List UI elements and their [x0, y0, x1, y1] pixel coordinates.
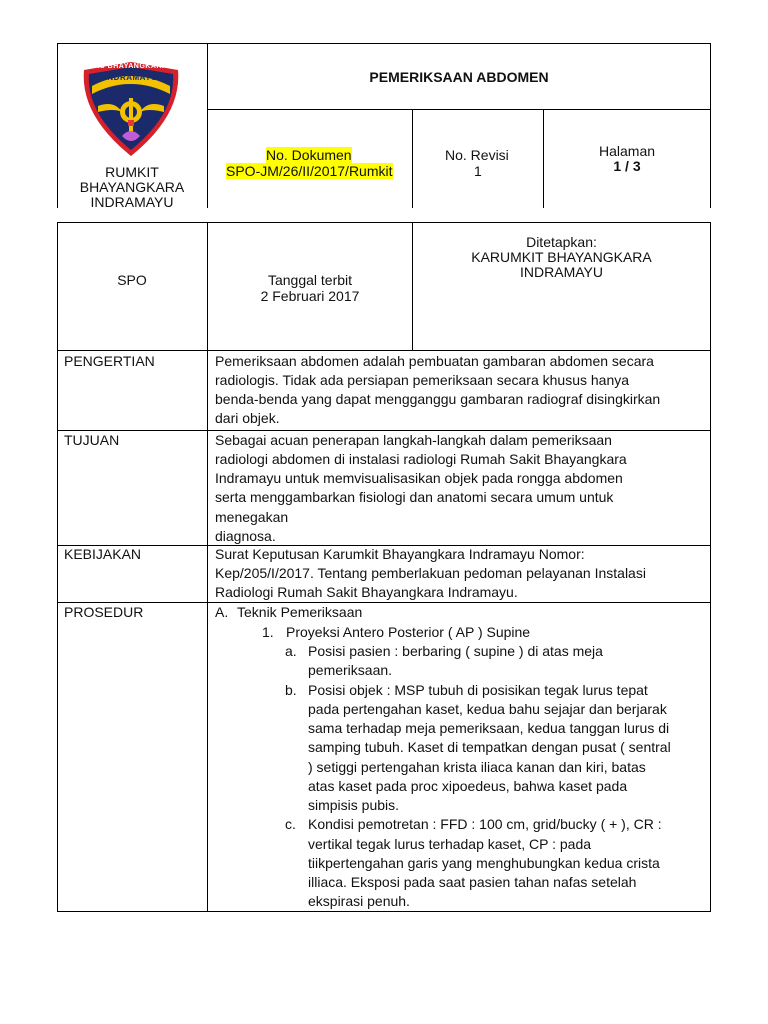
tujuan-line: Indramayu untuk memvisualisasikan objek pada rongga abdomen — [215, 470, 623, 486]
prosedur-item-marker: b. — [285, 682, 297, 698]
hospital-name-line-1: RUMKIT — [105, 164, 159, 180]
header-doc-divider — [412, 109, 413, 208]
prosedur-item-line: pada pertengahan kaset, kedua bahu sejajar dan berjarak — [308, 701, 667, 717]
kebijakan-label: KEBIJAKAN — [64, 546, 142, 562]
prosedur-item-line: Posisi pasien : berbaring ( supine ) di atas meja — [308, 643, 603, 659]
prosedur-item-line: simpisis pubis. — [308, 797, 400, 813]
tujuan-line: menegakan — [215, 509, 289, 525]
revision-label: No. Revisi — [445, 147, 509, 163]
main-col-divider — [207, 222, 208, 912]
kebijakan-line: Surat Keputusan Karumkit Bhayangkara Indramayu Nomor: — [215, 546, 585, 562]
row-divider-meta — [57, 350, 711, 351]
tujuan-line: serta menggambarkan fisiologi dan anatomi secara umum untuk — [215, 489, 614, 505]
pengertian-line: benda-benda yang dapat mengganggu gambaran radiograf disingkirkan — [215, 391, 661, 407]
prosedur-item-line: Kondisi pemotretan : FFD : 100 cm, grid/bucky ( + ), CR : — [308, 816, 662, 832]
prosedur-item-line: illiaca. Eksposi pada saat pasien tahan nafas setelah — [308, 874, 637, 890]
doc-number: SPO-JM/26/II/2017/Rumkit — [226, 163, 393, 179]
prosedur-item-line: samping tubuh. Kaset di tempatkan dengan pusat ( sentral — [308, 739, 671, 755]
approval-label: Ditetapkan: — [526, 234, 597, 250]
tujuan-line: radiologi abdomen di instalasi radiologi Rumah Sakit Bhayangkara — [215, 451, 627, 467]
hospital-name-line-2: BHAYANGKARA — [79, 179, 185, 195]
page-title: PEMERIKSAAN ABDOMEN — [369, 69, 549, 85]
header-title-divider — [207, 109, 711, 110]
logo-text-top: RS BHAYANGKARA — [94, 63, 168, 70]
prosedur-a-marker: A. — [215, 604, 229, 620]
tujuan-line: Sebagai acuan penerapan langkah-langkah dalam pemeriksaan — [215, 432, 612, 448]
prosedur-n1-title: Proyeksi Antero Posterior ( AP ) Supine — [286, 624, 531, 640]
main-border-top — [57, 222, 711, 223]
prosedur-item-line: atas kaset pada proc xipoedeus, bahwa kaset pada — [308, 778, 628, 794]
header-border-top — [57, 43, 711, 44]
pengertian-line: dari objek. — [215, 410, 280, 426]
prosedur-item-line: vertikal tegak lurus terhadap kaset, CP : pada — [308, 836, 592, 852]
prosedur-n1-marker: 1. — [262, 624, 274, 640]
kebijakan-line: Radiologi Rumah Sakit Bhayangkara Indramayu. — [215, 584, 518, 600]
main-border-right — [710, 222, 711, 912]
prosedur-item-marker: c. — [285, 816, 296, 832]
prosedur-a-title: Teknik Pemeriksaan — [237, 604, 363, 620]
prosedur-item-line: pemeriksaan. — [308, 662, 393, 678]
page-label: Halaman — [598, 143, 656, 159]
tujuan-label: TUJUAN — [64, 432, 120, 448]
revision-value: 1 — [474, 163, 482, 179]
publish-date-label: Tanggal terbit — [267, 272, 353, 288]
approval-line-1: KARUMKIT BHAYANGKARA — [471, 249, 652, 265]
pengertian-line: Pemeriksaan abdomen adalah pembuatan gambaran abdomen secara — [215, 353, 654, 369]
pengertian-label: PENGERTIAN — [64, 353, 155, 369]
doc-label: No. Dokumen — [266, 147, 352, 163]
approval-line-2: INDRAMAYU — [520, 264, 603, 280]
publish-date-value: 2 Februari 2017 — [260, 288, 360, 304]
hospital-name-line-3: INDRAMAYU — [90, 194, 174, 210]
page-value: 1 / 3 — [613, 158, 641, 174]
spo-label: SPO — [117, 272, 147, 288]
pengertian-line: radiologis. Tidak ada persiapan pemeriksaan secara khusus hanya — [215, 372, 630, 388]
header-border-right — [710, 43, 711, 208]
prosedur-item-marker: a. — [285, 643, 297, 659]
kebijakan-line: Kep/205/I/2017. Tentang pemberlakuan pedoman pelayanan Instalasi — [215, 565, 646, 581]
prosedur-item-line: sama terhadap meja pemeriksaan, kedua tanggan lurus di — [308, 720, 670, 736]
row-divider-kebijakan — [57, 602, 711, 603]
prosedur-item-line: Posisi objek : MSP tubuh di posisikan tegak lurus tepat — [308, 682, 648, 698]
logo-text-mid: INDRAMAYU — [104, 73, 158, 82]
prosedur-item-line: ekspirasi penuh. — [308, 893, 410, 909]
prosedur-item-line: tiikpertengahan garis yang menghubungkan kedua crista — [308, 855, 660, 871]
tujuan-line: diagnosa. — [215, 528, 276, 544]
main-border-bottom — [57, 911, 711, 912]
prosedur-label: PROSEDUR — [64, 604, 144, 620]
main-border-left — [57, 222, 58, 912]
prosedur-item-line: ) setiggi pertengahan krista iliaca kanan dan kiri, batas — [308, 759, 646, 775]
